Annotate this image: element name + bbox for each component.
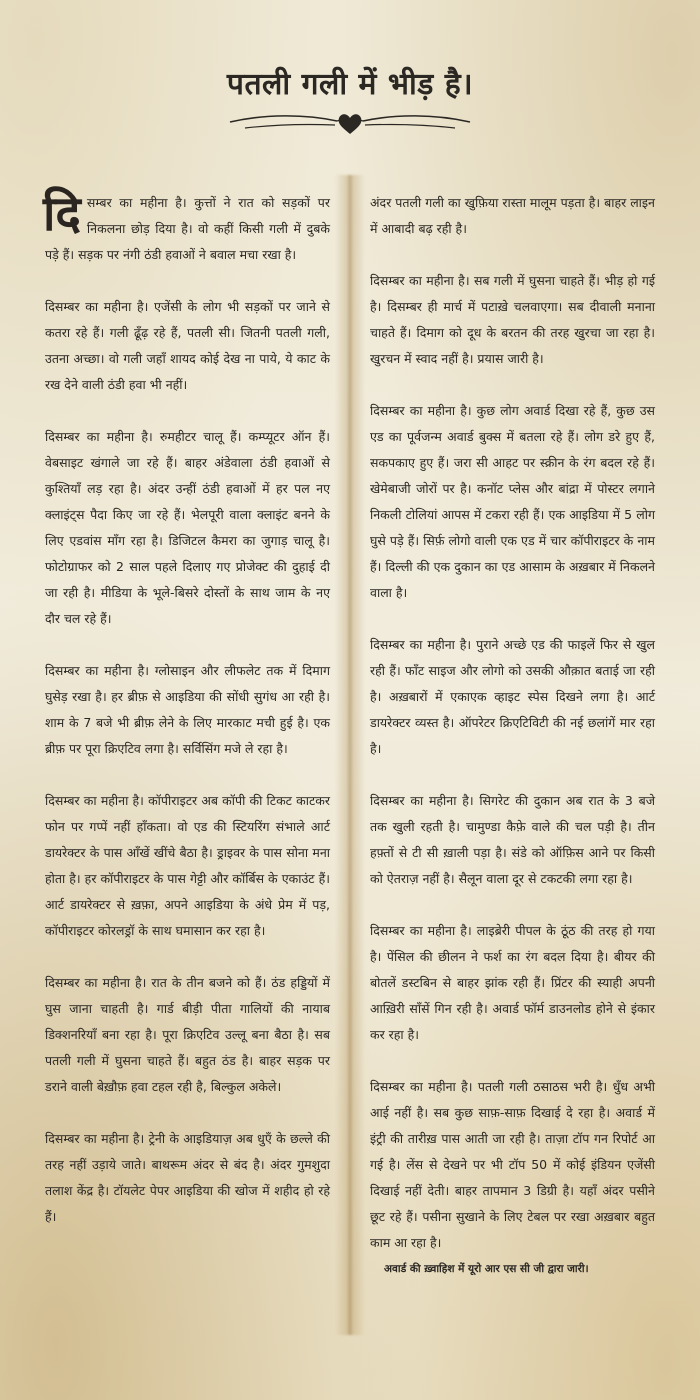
ornament-flourish-icon bbox=[225, 104, 475, 140]
page-title: पतली गली में भीड़ है। bbox=[226, 67, 474, 102]
paragraph-9: दिसम्बर का महीना है। सब गली में घुसना चाहते हैं। भीड़ हो गई है। दिसम्बर ही मार्च में पटाख़े चलवाएगा। सब दीवाली मनाना चाहते हैं। दिमाग को दूध के बरतन की तरह खुरचा जा रहा है। खुरचन में स्वाद नहीं है। प्रयास जारी है। bbox=[370, 273, 655, 366]
paragraph-6: दिसम्बर का महीना है। रात के तीन बजने को हैं। ठंड हड्डियों में घुस जाना चाहती है। गार्ड बीड़ी पीता गालियों की नायाब डिक्शनरियाँ बना रहा है। पूरा क्रिएटिव उल्लू बना बैठा है। सब पतली गली में घुसना चाहते हैं। बहुत ठंड है। बाहर सड़क पर डराने वाली बेख़ौफ़ हवा टहल रही है, बिल्कुल अकेले। bbox=[45, 975, 330, 1094]
left-column bbox=[43, 186, 330, 1256]
paragraph-13: दिसम्बर का महीना है। लाइब्रेरी पीपल के ठूंठ की तरह हो गया है। पेंसिल की छीलन ने फर्श का रंग बदल दिया है। बीयर की बोतलें डस्टबिन से बाहर झांक रही हैं। प्रिंटर की स्याही अपनी आख़िरी साँसें गिन रही है। अवार्ड फॉर्म डाउनलोड होने से इंकार कर रहा है। bbox=[370, 923, 655, 1042]
paragraph-12: दिसम्बर का महीना है। सिगरेट की दुकान अब रात के 3 बजे तक खुली रहती है। चामुण्डा कैफ़े वाले की चल पड़ी है। तीन हफ़्तों से टी सी ख़ाली पड़ा है। संडे को ऑफ़िस आने पर किसी को ऐतराज़ नहीं है। सैलून वाला दूर से टकटकी लगा रहा है। bbox=[370, 793, 655, 886]
paragraph-11: दिसम्बर का महीना है। पुराने अच्छे एड की फाइलें फिर से खुल रही हैं। फॉंट साइज और लोगो को उसकी औक़ात बताई जा रही है। अख़बारों में एकाएक व्हाइट स्पेस दिखने लगा है। आर्ट डायरेक्टर व्यस्त है। ऑपरेटर क्रिएटिविटी की नई छलांगें मार रहा है। bbox=[370, 637, 655, 756]
paragraph-14: दिसम्बर का महीना है। पतली गली ठसाठस भरी है। धुँध अभी आई नहीं है। सब कुछ साफ़-साफ़ दिखाई दे रहा है। अवार्ड में इंट्री की तारीख़ पास आती जा रही है। ताज़ा टॉप गन रिपोर्ट आ गई है। लेंस से देखने पर भी टॉप 50 में कोई इंडियन एजेंसी दिखाई नहीं देती। बाहर तापमान 3 डिग्री है। यहाँ अंदर पसीने छूट रहे हैं। पसीना सुखाने के लिए टेबल पर रखा अख़बार बहुत काम आ रहा है। bbox=[370, 1079, 655, 1250]
page-fold-shadow bbox=[335, 175, 365, 1335]
right-column bbox=[370, 190, 655, 1278]
paragraph-5: दिसम्बर का महीना है। कॉपीराइटर अब कॉपी की टिकट काटकर फोन पर गप्पें नहीं हाँकता। वो एड की स्टियरिंग संभाले आर्ट डायरेक्टर के पास आँखें खींचे बैठा है। ड्राइवर के पास सोना मना होता है। हर कॉपीराइटर के पास गेट्टी और कॉर्बिस के एकाउंट हैं। आर्ट डायरेक्टर से ख़फ़ा, अपने आइडिया के अंधे प्रेम में पड़, कॉपीराइटर कोरलड्रॉ के साथ घमासान कर रहा है। bbox=[45, 793, 330, 938]
paragraph-8: अंदर पतली गली का खुफ़िया रास्ता मालूम पड़ता है। बाहर लाइन में आबादी बढ़ रही है। bbox=[370, 195, 655, 236]
dropcap-letter: दि bbox=[43, 186, 81, 242]
paragraph-1 bbox=[43, 186, 330, 268]
paragraph-2: दिसम्बर का महीना है। एजेंसी के लोग भी सड़कों पर जाने से कतरा रहे हैं। गली ढूँढ़ रहे हैं, पतली सी। जितनी पतली गली, उतना अच्छा। वो गली जहाँ शायद कोई देख ना पाये, ये काट के रख देने वाली ठंडी हवा भी नहीं। bbox=[45, 299, 330, 392]
credit-line: अवार्ड की ख़्वाहिश में यूरो आर एस सी जी द्वारा जारी। bbox=[384, 1263, 589, 1275]
paragraph-4: दिसम्बर का महीना है। ग्लोसाइन और लीफलेट तक में दिमाग घुसेड़ रखा है। हर ब्रीफ़ से आइडिया की सोंधी सुगंध आ रही है। शाम के 7 बजे भी ब्रीफ़ लेने के लिए मारकाट मची हुई है। एक ब्रीफ़ पर पूरा क्रिएटिव लगा है। सर्विसिंग मजे ले रहा है। bbox=[45, 663, 330, 756]
paragraph-1-text: सम्बर का महीना है। कुत्तों ने रात को सड़कों पर निकलना छोड़ दिया है। वो कहीं किसी गली में दुबके पड़े हैं। सड़क पर नंगी ठंडी हवाओं ने बवाल मचा रखा है। bbox=[45, 195, 330, 262]
paragraph-7: दिसम्बर का महीना है। ट्रेनी के आइडियाज़ अब धुएँ के छल्ले की तरह नहीं उड़ाये जाते। बाथरूम अंदर से बंद है। अंदर गुमशुदा तलाश केंद्र है। टॉयलेट पेपर आइडिया की खोज में शहीद हो रहे हैं। bbox=[45, 1131, 330, 1224]
paragraph-3: दिसम्बर का महीना है। रुमहीटर चालू हैं। कम्प्यूटर ऑन हैं। वेबसाइट खंगाले जा रहे हैं। बाहर अंडेवाला ठंडी हवाओं से कुश्तियाँ लड़ रहा है। अंदर उन्हीं ठंडी हवाओं में हर पल नए क्लाइंट्स पैदा किए जा रहे हैं। भेलपूरी वाला क्लाइंट बनने के लिए एडवांस माँग रहा है। डिजिटल कैमरा का जुगाड़ चालू है। फोटोग्राफर को 2 साल पहले दिलाए गए प्रोजेक्ट की दुहाई दी जा रही है। मीडिया के भूले-बिसरे दोस्तों के साथ जाम के नए दौर चल रहे हैं। bbox=[45, 429, 330, 626]
paragraph-10: दिसम्बर का महीना है। कुछ लोग अवार्ड दिखा रहे हैं, कुछ उस एड का पूर्वजन्म अवार्ड बुक्स में बतला रहे हैं। लोग डरे हुए हैं, सकपकाए हुए हैं। जरा सी आहट पर स्क्रीन के रंग बदल रहे हैं। खेमेबाजी जोरों पर है। कनॉट प्लेस और बांद्रा में पोस्टर लगाने निकली टोलियां आपस में टकरा रही हैं। एक आइडिया में 5 लोग घुसे पड़े हैं। सिर्फ़ लोगो वाली एक एड में चार कॉपीराइटर के नाम हैं। दिल्ली की एक दुकान का एड आसाम के अख़बार में निकलने वाला है। bbox=[370, 403, 655, 600]
